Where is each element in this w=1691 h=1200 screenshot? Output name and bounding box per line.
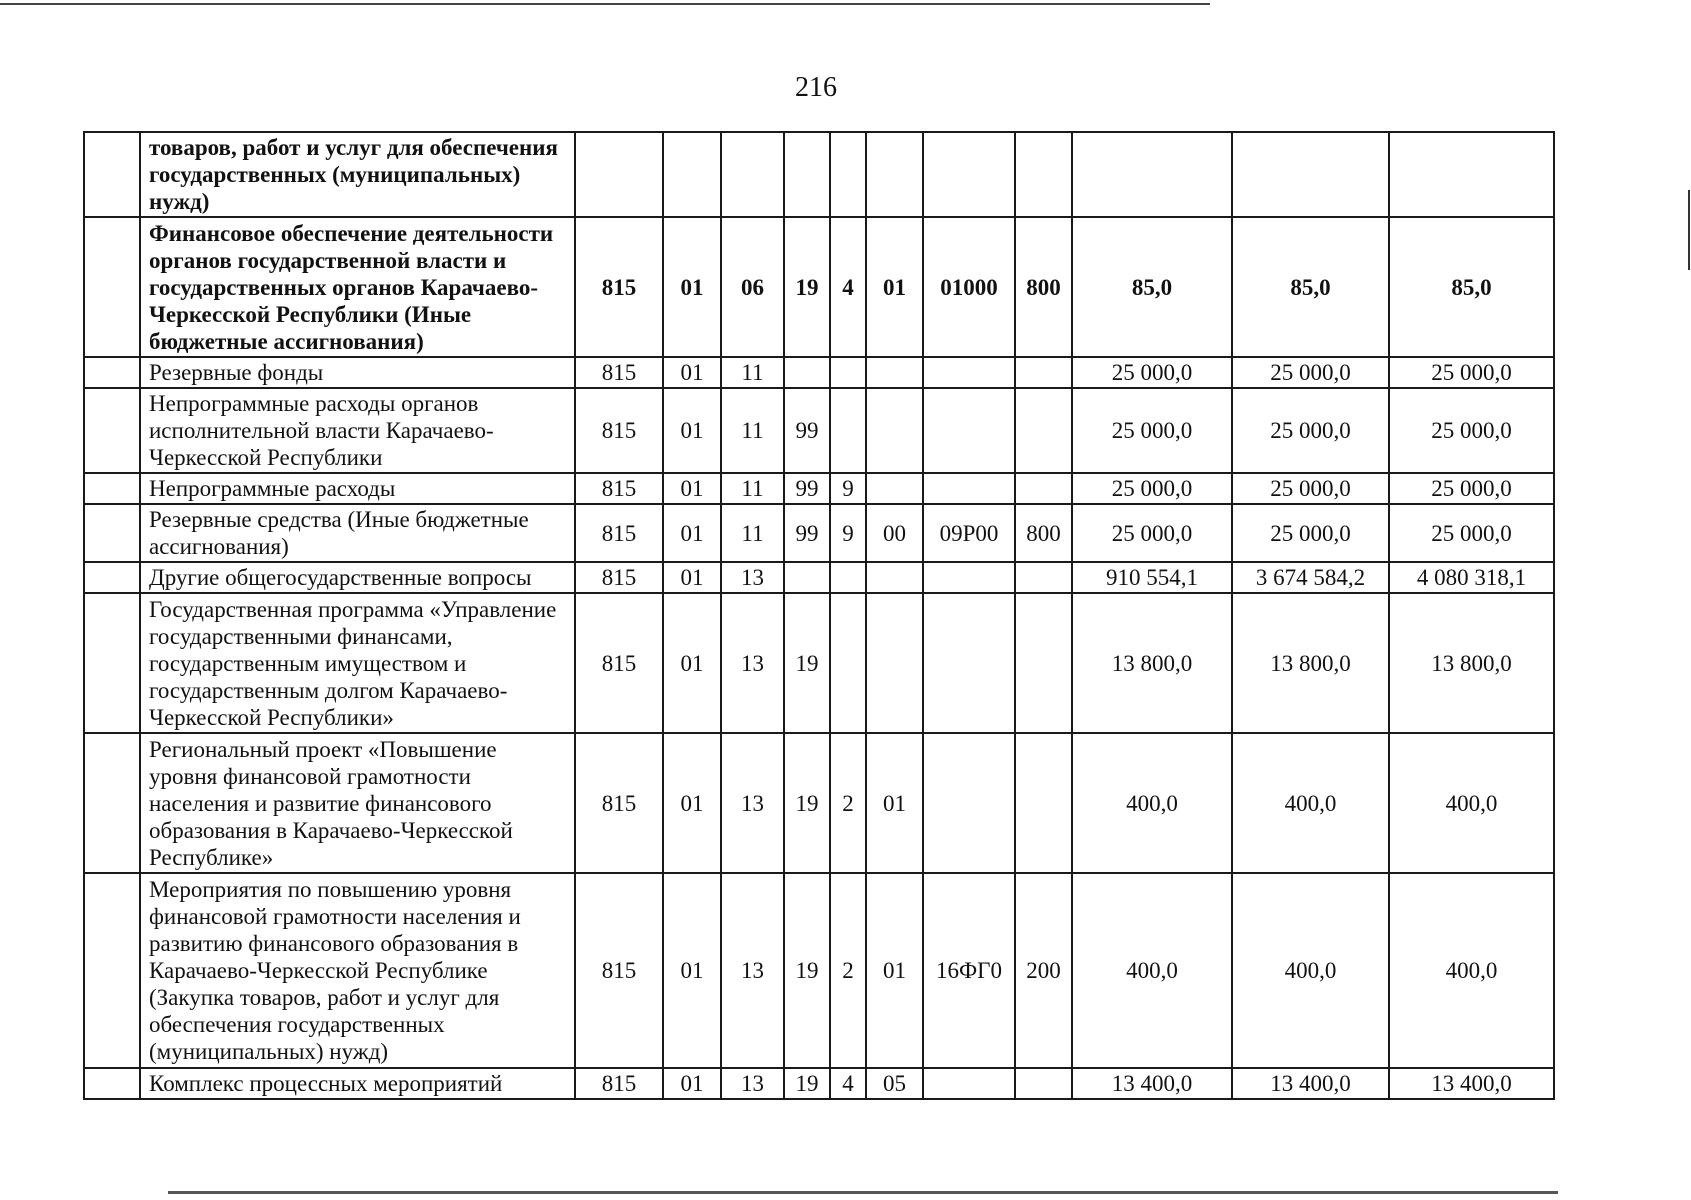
- amount-year-1: 25 000,0: [1072, 504, 1232, 562]
- amount-year-2: 85,0: [1232, 217, 1389, 357]
- direction-code: [923, 733, 1015, 873]
- subprogram-code: 4: [830, 1068, 866, 1099]
- subsection-code: 11: [721, 357, 784, 388]
- row-marker-cell: [84, 132, 140, 217]
- subprogram-code: [830, 593, 866, 733]
- amount-year-3: [1389, 132, 1554, 217]
- section-code: 01: [663, 873, 721, 1068]
- direction-code: [923, 388, 1015, 473]
- program-code: 19: [784, 593, 830, 733]
- budget-table: [83, 131, 1555, 1100]
- amount-year-3: 400,0: [1389, 733, 1554, 873]
- row-marker-cell: [84, 1068, 140, 1099]
- row-name: Резервные фонды: [140, 357, 575, 388]
- row-marker-cell: [84, 504, 140, 562]
- subsection-code: 13: [721, 873, 784, 1068]
- expense-type-code: [1015, 132, 1072, 217]
- table-row: [84, 873, 1554, 1068]
- section-code: [663, 132, 721, 217]
- event-code: 05: [866, 1068, 923, 1099]
- amount-year-1: 25 000,0: [1072, 388, 1232, 473]
- table-row: [84, 217, 1554, 357]
- subsection-code: 13: [721, 562, 784, 593]
- row-name: товаров, работ и услуг для обеспечения государственных (муниципальных) нужд): [140, 132, 575, 217]
- direction-code: [923, 1068, 1015, 1099]
- expense-type-code: [1015, 388, 1072, 473]
- row-marker-cell: [84, 562, 140, 593]
- section-code: 01: [663, 217, 721, 357]
- section-code: 01: [663, 562, 721, 593]
- direction-code: 09Р00: [923, 504, 1015, 562]
- direction-code: [923, 357, 1015, 388]
- row-name: Региональный проект «Повышение уровня финансовой грамотности населения и развитие финансового образования в Карачаево-Черкесской Республике»: [140, 733, 575, 873]
- program-code: 19: [784, 733, 830, 873]
- direction-code: 16ФГ0: [923, 873, 1015, 1068]
- amount-year-2: 25 000,0: [1232, 504, 1389, 562]
- amount-year-2: 25 000,0: [1232, 357, 1389, 388]
- amount-year-1: 25 000,0: [1072, 357, 1232, 388]
- table-row: [84, 1068, 1554, 1099]
- section-code: 01: [663, 473, 721, 504]
- section-code: 01: [663, 388, 721, 473]
- subsection-code: 06: [721, 217, 784, 357]
- amount-year-1: 25 000,0: [1072, 473, 1232, 504]
- amount-year-2: 13 800,0: [1232, 593, 1389, 733]
- expense-type-code: [1015, 473, 1072, 504]
- table-row: [84, 504, 1554, 562]
- event-code: [866, 357, 923, 388]
- ved-code: 815: [575, 357, 663, 388]
- event-code: [866, 562, 923, 593]
- expense-type-code: [1015, 733, 1072, 873]
- subsection-code: 11: [721, 388, 784, 473]
- subsection-code: 13: [721, 733, 784, 873]
- ved-code: 815: [575, 562, 663, 593]
- subprogram-code: 9: [830, 473, 866, 504]
- row-marker-cell: [84, 388, 140, 473]
- amount-year-1: [1072, 132, 1232, 217]
- subsection-code: 13: [721, 593, 784, 733]
- expense-type-code: [1015, 593, 1072, 733]
- subsection-code: 11: [721, 473, 784, 504]
- amount-year-3: 13 800,0: [1389, 593, 1554, 733]
- program-code: 19: [784, 1068, 830, 1099]
- expense-type-code: 200: [1015, 873, 1072, 1068]
- ved-code: 815: [575, 217, 663, 357]
- program-code: [784, 132, 830, 217]
- subprogram-code: [830, 132, 866, 217]
- event-code: [866, 473, 923, 504]
- row-name: Непрограммные расходы: [140, 473, 575, 504]
- section-code: 01: [663, 1068, 721, 1099]
- row-marker-cell: [84, 473, 140, 504]
- subsection-code: 13: [721, 1068, 784, 1099]
- amount-year-2: 400,0: [1232, 733, 1389, 873]
- row-name: Резервные средства (Иные бюджетные ассигнования): [140, 504, 575, 562]
- program-code: [784, 357, 830, 388]
- row-marker-cell: [84, 357, 140, 388]
- ved-code: 815: [575, 1068, 663, 1099]
- amount-year-2: [1232, 132, 1389, 217]
- program-code: 19: [784, 217, 830, 357]
- amount-year-1: 13 400,0: [1072, 1068, 1232, 1099]
- expense-type-code: [1015, 357, 1072, 388]
- page-number: 216: [795, 72, 837, 103]
- table-row: [84, 357, 1554, 388]
- row-name: Непрограммные расходы органов исполнительной власти Карачаево-Черкесской Республики: [140, 388, 575, 473]
- event-code: [866, 388, 923, 473]
- section-code: 01: [663, 357, 721, 388]
- subprogram-code: 9: [830, 504, 866, 562]
- scan-edge-top: [0, 3, 1210, 5]
- amount-year-3: 13 400,0: [1389, 1068, 1554, 1099]
- row-name: Мероприятия по повышению уровня финансовой грамотности населения и развитию финансового образования в Карачаево-Черкесской Республике (Закупка товаров, работ и услуг для обеспечения государственных (муниципальных) нужд): [140, 873, 575, 1068]
- subsection-code: [721, 132, 784, 217]
- direction-code: 01000: [923, 217, 1015, 357]
- row-marker-cell: [84, 593, 140, 733]
- table-row: [84, 473, 1554, 504]
- direction-code: [923, 593, 1015, 733]
- ved-code: 815: [575, 504, 663, 562]
- amount-year-3: 25 000,0: [1389, 388, 1554, 473]
- expense-type-code: 800: [1015, 504, 1072, 562]
- amount-year-2: 25 000,0: [1232, 388, 1389, 473]
- event-code: 01: [866, 873, 923, 1068]
- amount-year-2: 3 674 584,2: [1232, 562, 1389, 593]
- expense-type-code: [1015, 1068, 1072, 1099]
- amount-year-3: 85,0: [1389, 217, 1554, 357]
- scan-edge-bottom: [168, 1191, 1558, 1194]
- row-name: Государственная программа «Управление государственными финансами, государственным имуществом и государственным долгом Карачаево-Черкесской Республики»: [140, 593, 575, 733]
- subprogram-code: 4: [830, 217, 866, 357]
- row-marker-cell: [84, 873, 140, 1068]
- scan-edge-right: [1688, 190, 1690, 270]
- amount-year-3: 25 000,0: [1389, 473, 1554, 504]
- section-code: 01: [663, 733, 721, 873]
- row-marker-cell: [84, 733, 140, 873]
- row-marker-cell: [84, 217, 140, 357]
- amount-year-2: 13 400,0: [1232, 1068, 1389, 1099]
- amount-year-3: 400,0: [1389, 873, 1554, 1068]
- expense-type-code: [1015, 562, 1072, 593]
- ved-code: [575, 132, 663, 217]
- amount-year-3: 25 000,0: [1389, 504, 1554, 562]
- program-code: [784, 562, 830, 593]
- amount-year-1: 400,0: [1072, 873, 1232, 1068]
- amount-year-2: 400,0: [1232, 873, 1389, 1068]
- section-code: 01: [663, 593, 721, 733]
- section-code: 01: [663, 504, 721, 562]
- direction-code: [923, 473, 1015, 504]
- amount-year-2: 25 000,0: [1232, 473, 1389, 504]
- event-code: 01: [866, 733, 923, 873]
- event-code: 01: [866, 217, 923, 357]
- subprogram-code: [830, 562, 866, 593]
- direction-code: [923, 562, 1015, 593]
- amount-year-1: 910 554,1: [1072, 562, 1232, 593]
- row-name: Финансовое обеспечение деятельности органов государственной власти и государственных органов Карачаево-Черкесской Республики (Иные бюджетные ассигнования): [140, 217, 575, 357]
- event-code: [866, 593, 923, 733]
- ved-code: 815: [575, 473, 663, 504]
- amount-year-3: 25 000,0: [1389, 357, 1554, 388]
- ved-code: 815: [575, 873, 663, 1068]
- event-code: [866, 132, 923, 217]
- subprogram-code: 2: [830, 733, 866, 873]
- program-code: 99: [784, 388, 830, 473]
- ved-code: 815: [575, 733, 663, 873]
- subprogram-code: [830, 388, 866, 473]
- amount-year-1: 400,0: [1072, 733, 1232, 873]
- table-row: [84, 132, 1554, 217]
- subsection-code: 11: [721, 504, 784, 562]
- table-row: [84, 733, 1554, 873]
- program-code: 19: [784, 873, 830, 1068]
- direction-code: [923, 132, 1015, 217]
- program-code: 99: [784, 473, 830, 504]
- table-row: [84, 562, 1554, 593]
- ved-code: 815: [575, 388, 663, 473]
- program-code: 99: [784, 504, 830, 562]
- amount-year-1: 13 800,0: [1072, 593, 1232, 733]
- table-row: [84, 388, 1554, 473]
- table-row: [84, 593, 1554, 733]
- subprogram-code: 2: [830, 873, 866, 1068]
- subprogram-code: [830, 357, 866, 388]
- expense-type-code: 800: [1015, 217, 1072, 357]
- row-name: Комплекс процессных мероприятий: [140, 1068, 575, 1099]
- amount-year-1: 85,0: [1072, 217, 1232, 357]
- event-code: 00: [866, 504, 923, 562]
- row-name: Другие общегосударственные вопросы: [140, 562, 575, 593]
- ved-code: 815: [575, 593, 663, 733]
- amount-year-3: 4 080 318,1: [1389, 562, 1554, 593]
